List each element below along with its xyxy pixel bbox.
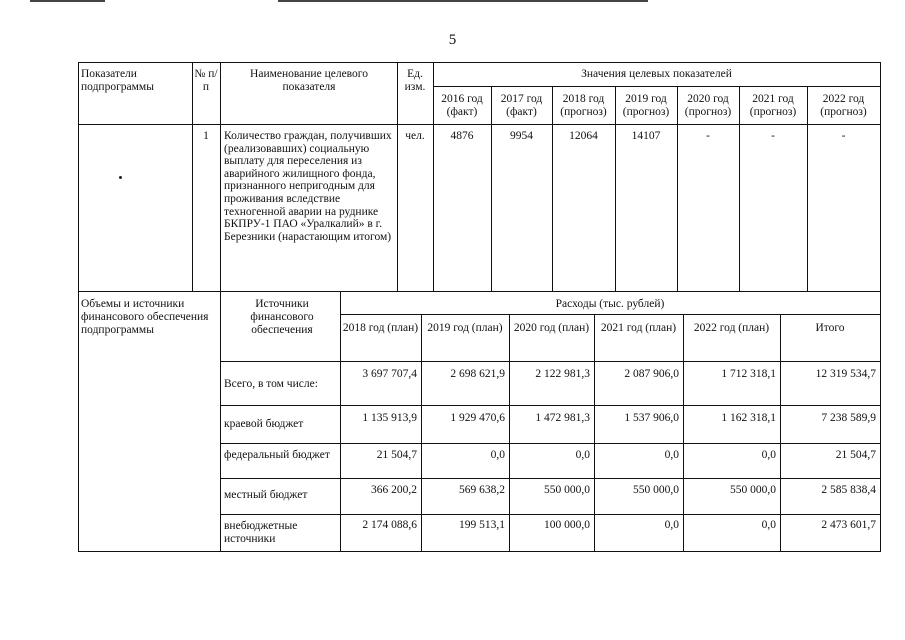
finance-row-2-value-3: 1 472 981,3 bbox=[535, 412, 590, 424]
finance-row-line-3 bbox=[220, 478, 881, 479]
finance-row-3-value-2: 0,0 bbox=[490, 449, 505, 461]
scan-edge-line-left bbox=[30, 0, 105, 2]
finance-row-2-value-2: 1 929 470,6 bbox=[450, 412, 505, 424]
finance-row-3-value-6: 21 504,7 bbox=[835, 449, 876, 461]
scan-edge-line-right bbox=[278, 0, 648, 2]
unit-header: Ед. изм. bbox=[404, 68, 426, 93]
finance-year-header-5: 2022 год (план) bbox=[693, 322, 770, 334]
finance-row-4-value-6: 2 585 838,4 bbox=[821, 484, 876, 496]
target-values-header: Значения целевых показателей bbox=[581, 68, 732, 80]
row-1-value-7: - bbox=[841, 130, 846, 142]
finance-row-5-value-4: 0,0 bbox=[664, 519, 679, 531]
finance-col-line-3 bbox=[594, 314, 595, 552]
line-under-values-title bbox=[433, 86, 881, 87]
finance-row-4-value-3: 550 000,0 bbox=[544, 484, 590, 496]
line-under-finance-years bbox=[220, 361, 881, 362]
finance-row-5-value-5: 0,0 bbox=[761, 519, 776, 531]
finance-row-1-value-4: 2 087 906,0 bbox=[624, 368, 679, 380]
finance-row-3-value-5: 0,0 bbox=[761, 449, 776, 461]
row-1-unit: чел. bbox=[405, 130, 425, 142]
line-between-blocks bbox=[78, 291, 881, 292]
finance-row-1-value-3: 2 122 981,3 bbox=[535, 368, 590, 380]
row-1-value-2: 9954 bbox=[510, 130, 533, 142]
num-header: № п/п bbox=[194, 68, 218, 93]
finance-row-2-value-1: 1 135 913,9 bbox=[362, 412, 417, 424]
year-header-4: 2019 год (прогноз) bbox=[622, 93, 670, 118]
finance-row-1-value-6: 12 319 534,7 bbox=[815, 368, 876, 380]
row-1-value-6: - bbox=[771, 130, 775, 142]
finance-col-line-5 bbox=[780, 314, 781, 552]
target-name-header: Наименование целевого показателя bbox=[250, 68, 368, 93]
finance-row-4-source: местный бюджет bbox=[224, 489, 308, 501]
finance-row-line-1 bbox=[220, 405, 881, 406]
finance-row-5-source: внебюджетные источники bbox=[224, 520, 298, 545]
finance-row-5-value-1: 2 174 088,6 bbox=[362, 519, 417, 531]
finance-year-header-4: 2021 год (план) bbox=[600, 322, 677, 334]
row-1-value-5: - bbox=[706, 130, 710, 142]
finance-year-header-6: Итого bbox=[815, 322, 845, 334]
line-under-years bbox=[78, 124, 881, 125]
page-number: 5 bbox=[448, 32, 457, 48]
finance-col-line-1 bbox=[421, 314, 422, 552]
finance-row-4-value-4: 550 000,0 bbox=[633, 484, 679, 496]
finance-row-1-value-1: 3 697 707,4 bbox=[362, 368, 417, 380]
border-top bbox=[78, 62, 881, 63]
border-bottom bbox=[78, 551, 881, 552]
finance-row-2-value-6: 7 238 589,9 bbox=[821, 412, 876, 424]
indicators-header: Показатели подпрограммы bbox=[81, 68, 154, 93]
finance-row-5-value-3: 100 000,0 bbox=[544, 519, 590, 531]
border-left bbox=[78, 62, 79, 552]
row-1-num: 1 bbox=[203, 130, 209, 142]
finance-row-3-value-3: 0,0 bbox=[575, 449, 590, 461]
finance-row-3-value-1: 21 504,7 bbox=[376, 449, 417, 461]
finance-row-5-value-2: 199 513,1 bbox=[459, 519, 505, 531]
year-header-2: 2017 год (факт) bbox=[500, 93, 543, 118]
finance-year-header-1: 2018 год (план) bbox=[342, 322, 419, 334]
col-line-num bbox=[192, 62, 193, 292]
finance-row-line-4 bbox=[220, 514, 881, 515]
expenses-header: Расходы (тыс. рублей) bbox=[555, 298, 665, 310]
row-1-value-1: 4876 bbox=[450, 130, 474, 142]
finance-row-4-value-1: 366 200,2 bbox=[371, 484, 417, 496]
finance-row-2-value-5: 1 162 318,1 bbox=[721, 412, 776, 424]
finance-row-1-value-2: 2 698 621,9 bbox=[450, 368, 505, 380]
finance-row-2-source: краевой бюджет bbox=[224, 418, 304, 430]
row-1-value-4: 14107 bbox=[631, 130, 661, 142]
finance-row-1-value-5: 1 712 318,1 bbox=[721, 368, 776, 380]
row-1-target-name: Количество граждан, получивших (реализовавших) социальную выплату для переселения из аварийного жилищного фонда, признанного непригодным для проживания вследствие техногенной аварии на руднике БКПРУ-1 ПАО «Уралкалий» в г. Березники (нарастающим итогом) bbox=[224, 130, 392, 243]
finance-year-header-2: 2019 год (план) bbox=[427, 322, 503, 334]
finance-row-3-value-4: 0,0 bbox=[664, 449, 679, 461]
finance-row-4-value-5: 550 000,0 bbox=[730, 484, 776, 496]
finance-year-header-3: 2020 год (план) bbox=[513, 322, 590, 334]
year-header-1: 2016 год (факт) bbox=[441, 93, 483, 118]
finance-row-3-source: федеральный бюджет bbox=[224, 449, 330, 461]
finance-col-line-4 bbox=[683, 314, 684, 552]
row-1-value-3: 12064 bbox=[569, 130, 598, 142]
finance-row-2-value-4: 1 537 906,0 bbox=[624, 412, 679, 424]
finance-row-5-value-6: 2 473 601,7 bbox=[821, 519, 876, 531]
scan-speck bbox=[119, 176, 122, 179]
sources-header: Источники финансового обеспечения bbox=[250, 298, 314, 336]
finance-col-line-2 bbox=[509, 314, 510, 552]
col-line-unit bbox=[397, 62, 398, 292]
year-header-5: 2020 год (прогноз) bbox=[684, 93, 732, 118]
year-header-6: 2021 год (прогноз) bbox=[749, 93, 797, 118]
finance-row-1-source: Всего, в том числе: bbox=[224, 378, 318, 390]
year-header-7: 2022 год (прогноз) bbox=[820, 93, 867, 118]
finance-label: Объемы и источники финансового обеспечения подпрограммы bbox=[81, 298, 209, 336]
finance-row-4-value-2: 569 638,2 bbox=[459, 484, 505, 496]
finance-row-line-2 bbox=[220, 443, 881, 444]
year-header-3: 2018 год (прогноз) bbox=[560, 93, 607, 118]
